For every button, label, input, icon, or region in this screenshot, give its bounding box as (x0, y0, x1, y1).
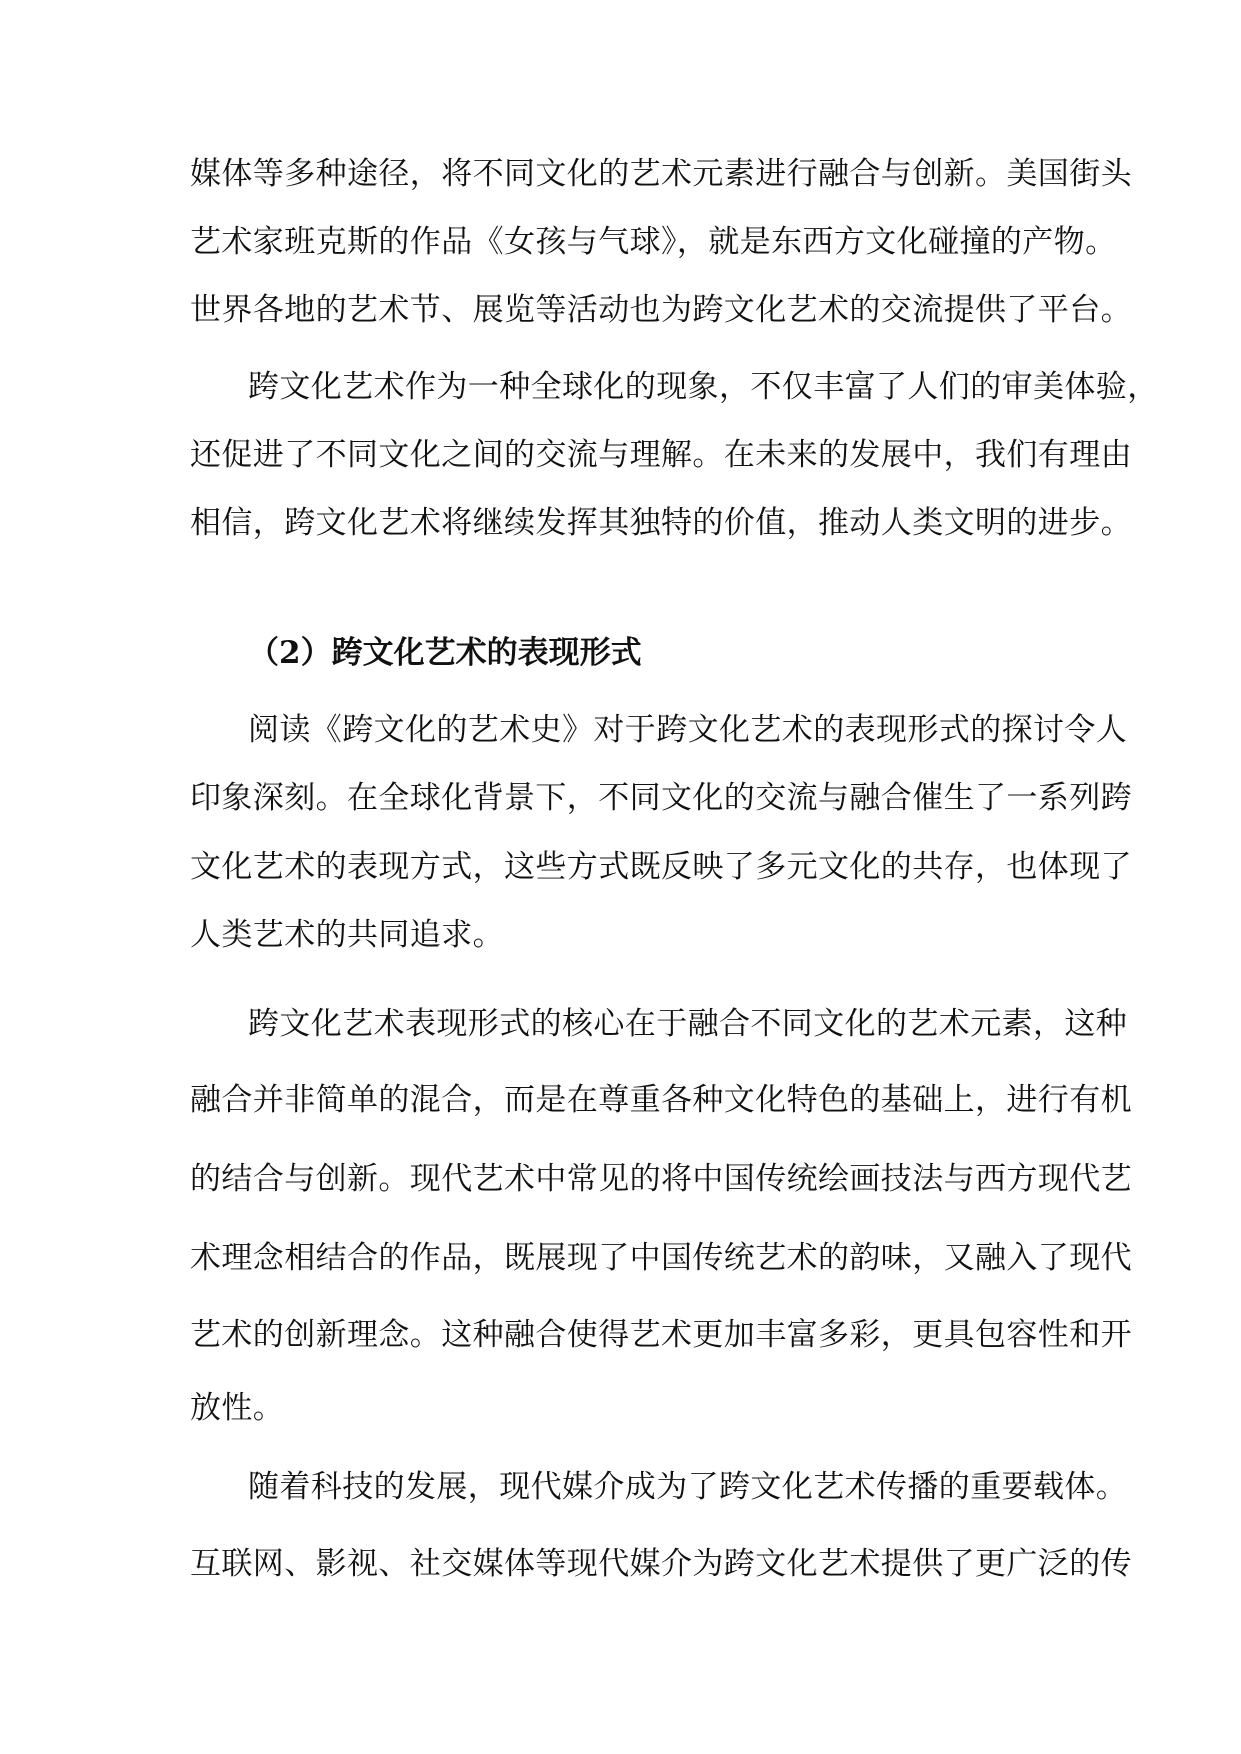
paragraph-4-line-5: 艺术的创新理念。这种融合使得艺术更加丰富多彩，更具包容性和开 (190, 1317, 1132, 1353)
paragraph-1-line-3: 世界各地的艺术节、展览等活动也为跨文化艺术的交流提供了平台。 (190, 292, 1132, 328)
paragraph-3-line-1: 阅读《跨文化的艺术史》对于跨文化艺术的表现形式的探讨令人 (248, 712, 1128, 748)
paragraph-4-line-1: 跨文化艺术表现形式的核心在于融合不同文化的艺术元素，这种 (248, 1006, 1128, 1042)
paragraph-1-line-1: 媒体等多种途径，将不同文化的艺术元素进行融合与创新。美国街头 (190, 156, 1132, 192)
paragraph-3-line-4: 人类艺术的共同追求。 (190, 917, 504, 953)
paragraph-4-line-2: 融合并非简单的混合，而是在尊重各种文化特色的基础上，进行有机 (190, 1082, 1132, 1118)
paragraph-4-line-6: 放性。 (190, 1390, 285, 1426)
paragraph-2-line-1: 跨文化艺术作为一种全球化的现象，不仅丰富了人们的审美体验， (248, 369, 1159, 405)
paragraph-1-line-2: 艺术家班克斯的作品《女孩与气球》，就是东西方文化碰撞的产物。 (190, 224, 1117, 260)
paragraph-3-line-2: 印象深刻。在全球化背景下，不同文化的交流与融合催生了一系列跨 (190, 780, 1132, 816)
paragraph-4-line-4: 术理念相结合的作品，既展现了中国传统艺术的韵味，又融入了现代 (190, 1240, 1132, 1276)
paragraph-2-line-2: 还促进了不同文化之间的交流与理解。在未来的发展中，我们有理由 (190, 437, 1132, 473)
section-heading: （2）跨文化艺术的表现形式 (248, 635, 642, 671)
paragraph-4-line-3: 的结合与创新。现代艺术中常见的将中国传统绘画技法与西方现代艺 (190, 1161, 1132, 1197)
paragraph-3-line-3: 文化艺术的表现方式，这些方式既反映了多元文化的共存，也体现了 (190, 849, 1132, 885)
paragraph-2-line-3: 相信，跨文化艺术将继续发挥其独特的价值，推动人类文明的进步。 (190, 505, 1132, 541)
paragraph-5-line-2: 互联网、影视、社交媒体等现代媒介为跨文化艺术提供了更广泛的传 (190, 1546, 1132, 1582)
paragraph-5-line-1: 随着科技的发展，现代媒介成为了跨文化艺术传播的重要载体。 (248, 1469, 1128, 1505)
